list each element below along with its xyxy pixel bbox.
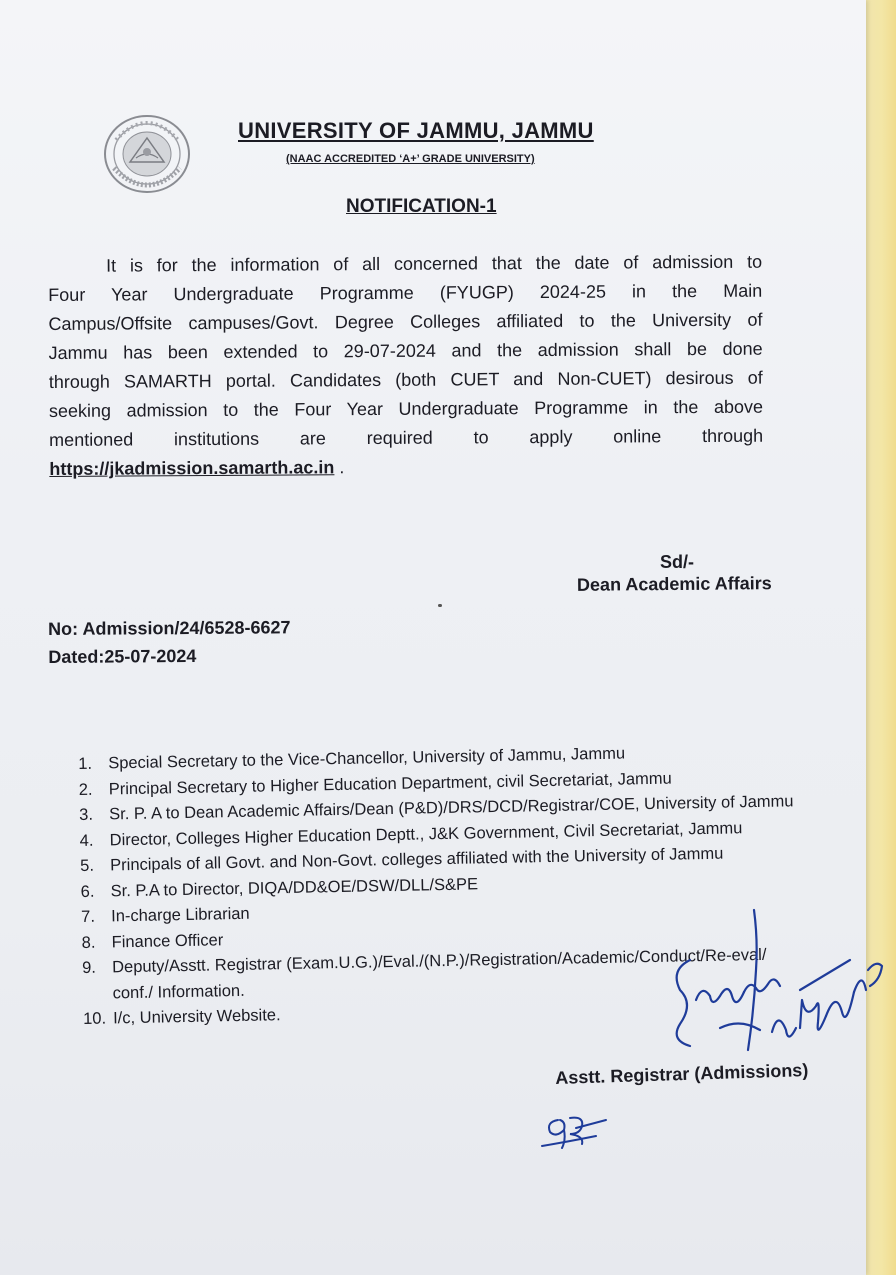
list-text: Sr. P.A to Director, DIQA/DD&OE/DSW/DLL/S&PE (110, 874, 479, 900)
notification-title: NOTIFICATION-1 (346, 196, 497, 217)
university-seal-icon (100, 112, 194, 196)
reference-date: Dated:25-07-2024 (48, 645, 197, 667)
body-line: Four Year Undergraduate Programme (FYUGP) 2024-25 in the Main (48, 280, 763, 305)
body-line: through SAMARTH portal. Candidates (both CUET and Non-CUET) desirous of (48, 367, 763, 392)
body-line: It is for the information of all concerned that the date of admission to (106, 251, 763, 276)
list-number: 9. (81, 958, 97, 977)
list-number: 8. (81, 933, 96, 952)
list-text: Sr. P. A to Dean Academic Affairs/Dean (P&D)/DRS/DCD/Registrar/COE, University of Jammu (109, 792, 794, 824)
accreditation-subtitle: (NAAC ACCREDITED ‘A+’ GRADE UNIVERSITY) (286, 153, 535, 165)
body-line-url (49, 451, 763, 484)
body-line: mentioned institutions are required to apply online through (49, 425, 764, 450)
list-text: Finance Officer (111, 930, 224, 951)
handwritten-initials (536, 1108, 616, 1152)
list-number: 7. (80, 907, 96, 926)
reference-block (48, 613, 291, 671)
url-suffix: . (334, 457, 345, 478)
signatory-title: Dean Academic Affairs (576, 573, 772, 595)
reference-number: No: Admission/24/6528-6627 (48, 617, 291, 639)
list-text: Director, Colleges Higher Education Deptt., J&K Government, Civil Secretariat, Jammu (109, 818, 743, 849)
ink-speck (438, 604, 442, 607)
list-number: 6. (80, 882, 95, 901)
body-line: Jammu has been extended to 29-07-2024 and the admission shall be done (48, 338, 763, 363)
list-text: Special Secretary to the Vice-Chancellor, University of Jammu, Jammu (108, 744, 626, 773)
signed-mark: Sd/- (660, 552, 694, 572)
notification-body (48, 248, 763, 484)
list-number: 10. (82, 1009, 107, 1028)
body-line: seeking admission to the Four Year Undergraduate Programme in the above (48, 396, 764, 421)
list-number: 2. (78, 780, 93, 799)
list-text: I/c, University Website. (112, 1006, 281, 1028)
list-number: 4. (79, 831, 94, 850)
admission-portal-link[interactable]: https://jkadmission.samarth.ac.in (49, 457, 335, 479)
list-number: 5. (80, 856, 95, 875)
assistant-registrar-title: Asstt. Registrar (Admissions) (555, 1060, 809, 1088)
body-line: Campus/Offsite campuses/Govt. Degree Colleges affiliated to the University of (48, 309, 763, 334)
university-name: UNIVERSITY OF JAMMU, JAMMU (238, 118, 594, 143)
list-text: Principals of all Govt. and Non-Govt. colleges affiliated with the University of Jammu (110, 844, 724, 875)
handwritten-signature (650, 900, 890, 1070)
list-text: Principal Secretary to Higher Education Department, civil Secretariat, Jammu (108, 769, 672, 798)
list-number: 3. (79, 805, 94, 824)
list-text: Deputy/Asstt. Registrar (Exam.U.G.)/Eval./(N.P.)/Registration/Academic/Conduct/Re-eval/ conf./ Information. (111, 945, 767, 1002)
list-number: 1. (78, 754, 93, 773)
list-text: In-charge Librarian (110, 904, 250, 926)
